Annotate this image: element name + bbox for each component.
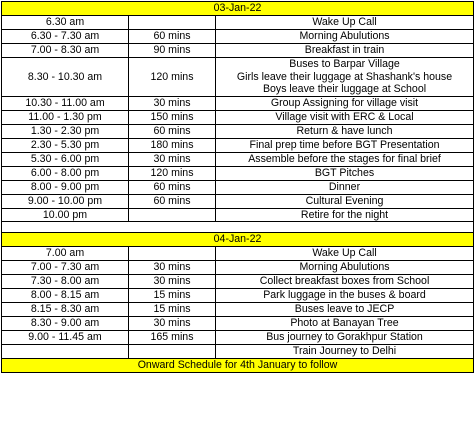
duration-cell [129,15,216,29]
duration-cell [129,208,216,222]
table-row [2,289,474,303]
table-row [2,15,474,29]
activity-cell: Cultural Evening [216,194,474,208]
duration-cell: 60 mins [129,194,216,208]
activity-line: Girls leave their luggage at Shashank's house [236,70,453,83]
activity-cell: Wake Up Call [216,247,474,261]
table-row [2,275,474,289]
duration-cell: 60 mins [129,29,216,43]
time-cell: 7.00 - 8.30 am [2,43,129,57]
table-row [2,29,474,43]
time-cell: 1.30 - 2.30 pm [2,125,129,139]
activity-cell: Village visit with ERC & Local [216,111,474,125]
day1-rows [2,15,474,222]
table-row [2,180,474,194]
day2-date: 04-Jan-22 [2,233,474,247]
duration-cell: 165 mins [129,330,216,344]
time-cell: 8.00 - 8.15 am [2,289,129,303]
footer-row [2,358,474,372]
table-row [2,57,474,97]
table-row [2,97,474,111]
table-row [2,43,474,57]
time-cell: 9.00 - 10.00 pm [2,194,129,208]
time-cell [2,344,129,358]
table-row [2,111,474,125]
duration-cell: 180 mins [129,139,216,153]
duration-cell: 30 mins [129,152,216,166]
activity-cell: Train Journey to Delhi [216,344,474,358]
duration-cell: 30 mins [129,316,216,330]
time-cell: 8.30 - 10.30 am [2,57,129,97]
activity-cell: Morning Abulutions [216,261,474,275]
duration-cell: 120 mins [129,57,216,97]
duration-cell: 30 mins [129,97,216,111]
time-cell: 8.15 - 8.30 am [2,302,129,316]
activity-cell: BGT Pitches [216,166,474,180]
activity-cell: Breakfast in train [216,43,474,57]
duration-cell: 60 mins [129,125,216,139]
activity-cell: Retire for the night [216,208,474,222]
duration-cell: 15 mins [129,289,216,303]
table-row [2,208,474,222]
time-cell: 7.00 - 7.30 am [2,261,129,275]
time-cell: 5.30 - 6.00 pm [2,152,129,166]
table-row [2,316,474,330]
activity-cell: Group Assigning for village visit [216,97,474,111]
time-cell: 6.30 - 7.30 am [2,29,129,43]
time-cell: 10.00 pm [2,208,129,222]
activity-cell: Bus journey to Gorakhpur Station [216,330,474,344]
time-cell: 7.00 am [2,247,129,261]
activity-line: Buses to Barpar Village [289,57,400,70]
time-cell: 10.30 - 11.00 am [2,97,129,111]
day1-date: 03-Jan-22 [2,2,474,16]
time-cell: 7.30 - 8.00 am [2,275,129,289]
table-row [2,261,474,275]
schedule-table [1,1,474,373]
spacer-row [2,222,474,233]
day2-rows [2,247,474,358]
schedule-sheet [1,1,473,439]
day2-date-header [2,233,474,247]
duration-cell: 60 mins [129,180,216,194]
activity-cell: Wake Up Call [216,15,474,29]
duration-cell: 120 mins [129,166,216,180]
activity-cell: Return & have lunch [216,125,474,139]
table-row [2,194,474,208]
activity-cell: Collect breakfast boxes from School [216,275,474,289]
duration-cell: 150 mins [129,111,216,125]
day1-date-header [2,2,474,16]
time-cell: 8.30 - 9.00 am [2,316,129,330]
time-cell: 6.30 am [2,15,129,29]
table-row [2,344,474,358]
duration-cell: 30 mins [129,275,216,289]
activity-cell: Final prep time before BGT Presentation [216,139,474,153]
activity-cell: Assemble before the stages for final brief [216,152,474,166]
activity-cell [216,57,474,97]
duration-cell: 15 mins [129,302,216,316]
table-row [2,330,474,344]
activity-cell: Morning Abulutions [216,29,474,43]
time-cell: 11.00 - 1.30 pm [2,111,129,125]
time-cell: 9.00 - 11.45 am [2,330,129,344]
time-cell: 6.00 - 8.00 pm [2,166,129,180]
table-row [2,152,474,166]
activity-cell: Photo at Banayan Tree [216,316,474,330]
table-row [2,125,474,139]
activity-cell: Park luggage in the buses & board [216,289,474,303]
table-row [2,247,474,261]
duration-cell: 90 mins [129,43,216,57]
duration-cell [129,344,216,358]
table-row [2,302,474,316]
table-row [2,139,474,153]
time-cell: 2.30 - 5.30 pm [2,139,129,153]
activity-cell: Buses leave to JECP [216,302,474,316]
duration-cell [129,247,216,261]
table-row [2,166,474,180]
activity-line: Boys leave their luggage at School [262,83,427,96]
activity-cell: Dinner [216,180,474,194]
time-cell: 8.00 - 9.00 pm [2,180,129,194]
duration-cell: 30 mins [129,261,216,275]
footer-note: Onward Schedule for 4th January to follow [2,358,474,372]
